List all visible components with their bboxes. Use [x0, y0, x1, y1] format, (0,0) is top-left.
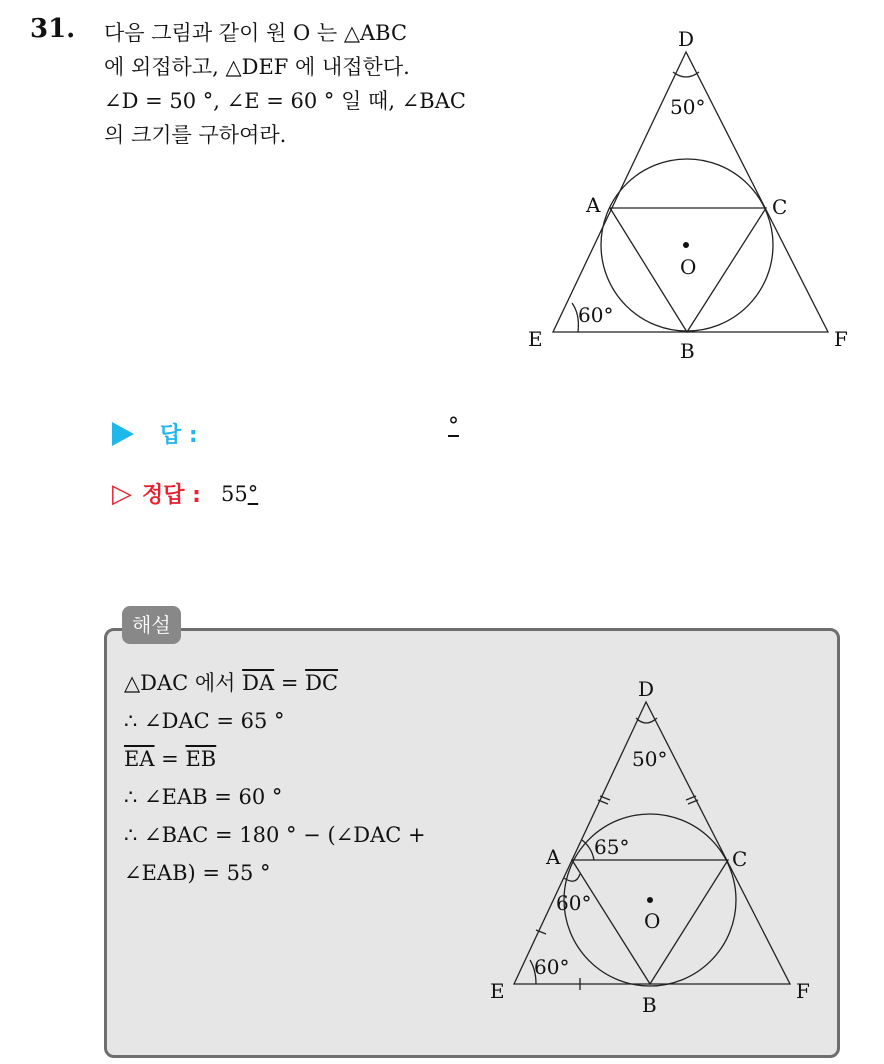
play-triangle-icon: [112, 422, 134, 446]
explanation-figure: [480, 672, 830, 1032]
label-f: F: [834, 327, 848, 351]
center-point-o: [683, 242, 689, 248]
question-line: ∠D = 50 °, ∠E = 60 ° 일 때, ∠BAC: [104, 89, 466, 113]
triangle-def: [514, 702, 790, 984]
explanation-line: ∴ ∠DAC = 65 °: [124, 709, 285, 733]
question-figure: [520, 22, 860, 372]
label-d: D: [638, 677, 655, 701]
label-o: O: [644, 909, 661, 933]
label-b: B: [680, 339, 695, 363]
answer-row: [112, 418, 198, 449]
label-f: F: [796, 979, 810, 1003]
angle-d-value: 50°: [670, 95, 706, 119]
question-number: 31.: [30, 14, 76, 44]
explanation-tab: 해설: [122, 606, 181, 644]
triangle-def: [553, 52, 828, 332]
angle-a-top-value: 65°: [594, 835, 630, 859]
explanation-line: $\overline{EA} = \overline{EB}$: [124, 747, 217, 771]
explanation-line: ∠EAB) = 55 °: [124, 861, 271, 885]
correct-answer-row: [112, 478, 258, 509]
angle-d-value: 50°: [632, 747, 668, 771]
label-o: O: [680, 255, 697, 279]
angle-a-low-value: 60°: [556, 891, 592, 915]
label-c: C: [732, 847, 748, 871]
question-line: 의 크기를 구하여라.: [104, 123, 287, 147]
correct-answer-label: 정답 :: [142, 483, 201, 508]
label-e: E: [490, 979, 505, 1003]
explanation-line: ∴ ∠EAB = 60 °: [124, 785, 283, 809]
angle-arc-d: [673, 72, 699, 77]
explanation-line: △DAC 에서 $\overline{DA} = \overline{DC}$: [124, 671, 339, 695]
angle-e-value: 60°: [534, 955, 570, 979]
explanation-line: ∴ ∠BAC = 180 ° − (∠DAC +: [124, 823, 426, 847]
center-point-o: [647, 897, 653, 903]
answer-blank-unit: °: [448, 414, 459, 439]
label-c: C: [772, 195, 788, 219]
correct-answer-value: 55°: [220, 481, 259, 506]
label-e: E: [528, 327, 543, 351]
label-a: A: [546, 845, 561, 869]
angle-e-value: 60°: [578, 303, 614, 327]
label-b: B: [642, 993, 657, 1017]
question-line: 에 외접하고, △DEF 에 내접한다.: [104, 55, 410, 79]
answer-label: 답 :: [160, 423, 198, 448]
label-a: A: [586, 193, 601, 217]
question-text: [104, 16, 504, 152]
label-d: D: [678, 27, 695, 51]
angle-arc-a-top: [582, 840, 594, 860]
question-line: 다음 그림과 같이 원 O 는 △ABC: [104, 21, 408, 45]
explanation-text: [124, 664, 426, 892]
outline-triangle-icon: ▷: [112, 478, 132, 509]
